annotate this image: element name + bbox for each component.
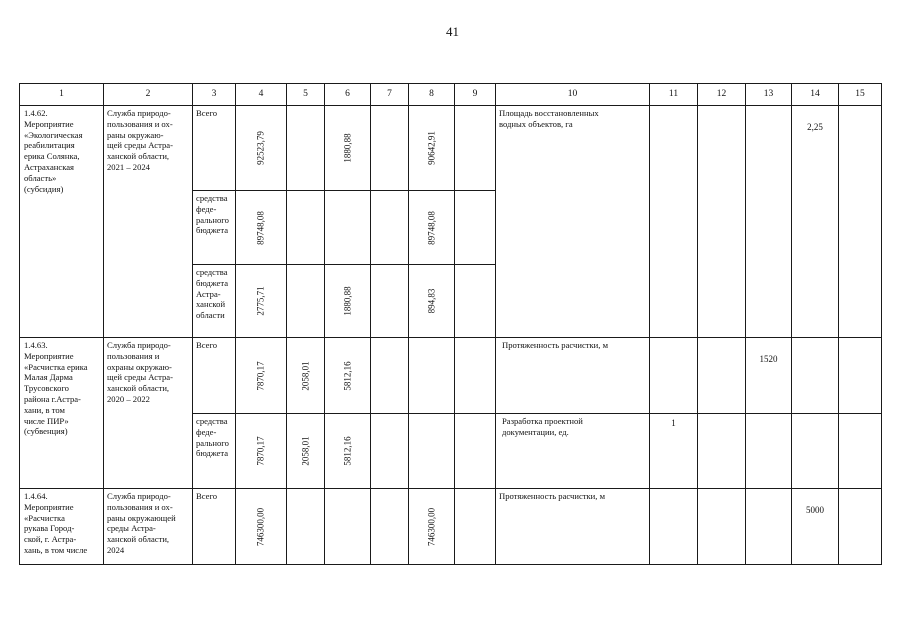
amount-cell <box>455 265 496 338</box>
executor-cell: Служба природо- пользования и ох- раны окружаю- щей среды Астра- ханской области, 2021 – 2024 <box>104 106 193 338</box>
amount-cell: 5812,16 <box>325 414 371 489</box>
col-header-13: 13 <box>746 84 792 106</box>
funding-source-cell: Всего <box>193 106 236 191</box>
amount-cell <box>371 338 409 414</box>
indicator-value-cell <box>746 489 792 565</box>
indicator-value-cell <box>650 106 698 338</box>
col-header-7: 7 <box>371 84 409 106</box>
amount-cell <box>371 414 409 489</box>
amount-cell: 7870,17 <box>236 414 287 489</box>
amount-cell <box>455 414 496 489</box>
col-header-6: 6 <box>325 84 371 106</box>
indicator-cell: Площадь восстановленных водных объектов, га <box>496 106 650 338</box>
col-header-14: 14 <box>792 84 839 106</box>
amount-cell <box>325 489 371 565</box>
amount-cell <box>455 338 496 414</box>
indicator-value-cell <box>839 414 882 489</box>
amount-cell: 89748,08 <box>236 191 287 265</box>
indicator-value-cell <box>698 414 746 489</box>
amount-cell: 1880,88 <box>325 265 371 338</box>
indicator-value-cell <box>839 489 882 565</box>
amount-cell: 7870,17 <box>236 338 287 414</box>
amount-cell: 894,83 <box>409 265 455 338</box>
col-header-4: 4 <box>236 84 287 106</box>
amount-cell <box>287 106 325 191</box>
indicator-cell: Протяженность расчистки, м <box>496 489 650 565</box>
amount-cell <box>325 191 371 265</box>
indicator-value-cell <box>698 489 746 565</box>
col-header-9: 9 <box>455 84 496 106</box>
header-row <box>20 84 882 106</box>
col-header-12: 12 <box>698 84 746 106</box>
measure-cell: 1.4.64. Мероприятие «Расчистка рукава Город- ской, г. Астра- хань, в том числе <box>20 489 104 565</box>
indicator-value-cell <box>839 106 882 338</box>
amount-cell <box>371 106 409 191</box>
table-row <box>20 338 882 414</box>
table-row <box>20 106 882 191</box>
col-header-11: 11 <box>650 84 698 106</box>
funding-source-cell: средства феде- рального бюджета <box>193 191 236 265</box>
col-header-2: 2 <box>104 84 193 106</box>
funding-source-cell: Всего <box>193 338 236 414</box>
funding-source-cell: Всего <box>193 489 236 565</box>
indicator-value-cell <box>698 338 746 414</box>
executor-cell: Служба природо- пользования и охраны окружаю- щей среды Астра- ханской области, 2020 – 2022 <box>104 338 193 489</box>
indicator-value-cell: 1520 <box>746 338 792 414</box>
amount-cell <box>455 489 496 565</box>
amount-cell: 1880,88 <box>325 106 371 191</box>
indicator-value-cell <box>650 338 698 414</box>
amount-cell <box>371 489 409 565</box>
amount-cell <box>371 265 409 338</box>
indicator-value-cell: 1 <box>650 414 698 489</box>
measure-cell: 1.4.63. Мероприятие «Расчистка ерика Малая Дарма Трусовского района г.Астра- хани, в том числе ПИР» (субвенция) <box>20 338 104 489</box>
funding-source-cell: средства бюджета Астра- ханской области <box>193 265 236 338</box>
page-number: 41 <box>446 24 459 39</box>
indicator-value-cell <box>698 106 746 338</box>
amount-cell <box>409 414 455 489</box>
amount-cell: 2058,01 <box>287 338 325 414</box>
col-header-15: 15 <box>839 84 882 106</box>
col-header-1: 1 <box>20 84 104 106</box>
amount-cell: 92523,79 <box>236 106 287 191</box>
amount-cell: 2775,71 <box>236 265 287 338</box>
indicator-value-cell <box>792 338 839 414</box>
amount-cell <box>287 191 325 265</box>
amount-cell: 89748,08 <box>409 191 455 265</box>
amount-cell <box>409 338 455 414</box>
amount-cell <box>455 106 496 191</box>
executor-cell: Служба природо- пользования и ох- раны окружающей среды Астра- ханской области, 2024 <box>104 489 193 565</box>
indicator-cell: Разработка проектной документации, ед. <box>496 414 650 489</box>
amount-cell: 2058,01 <box>287 414 325 489</box>
table-row <box>20 489 882 565</box>
col-header-10: 10 <box>496 84 650 106</box>
amount-cell <box>371 191 409 265</box>
indicator-value-cell <box>650 489 698 565</box>
indicator-value-cell <box>792 414 839 489</box>
amount-cell: 746300,00 <box>409 489 455 565</box>
funding-source-cell: средства феде- рального бюджета <box>193 414 236 489</box>
amount-cell <box>455 191 496 265</box>
amount-cell: 5812,16 <box>325 338 371 414</box>
indicator-value-cell <box>746 106 792 338</box>
amount-cell: 746300,00 <box>236 489 287 565</box>
budget-table <box>19 83 882 565</box>
col-header-3: 3 <box>193 84 236 106</box>
indicator-cell: Протяженность расчистки, м <box>496 338 650 414</box>
col-header-5: 5 <box>287 84 325 106</box>
indicator-value-cell <box>746 414 792 489</box>
amount-cell <box>287 265 325 338</box>
measure-cell: 1.4.62. Мероприятие «Экологическая реабилитация ерика Солянка, Астраханская область» (субсидия) <box>20 106 104 338</box>
col-header-8: 8 <box>409 84 455 106</box>
amount-cell: 90642,91 <box>409 106 455 191</box>
indicator-value-cell: 5000 <box>792 489 839 565</box>
amount-cell <box>287 489 325 565</box>
indicator-value-cell <box>839 338 882 414</box>
indicator-value-cell: 2,25 <box>792 106 839 338</box>
